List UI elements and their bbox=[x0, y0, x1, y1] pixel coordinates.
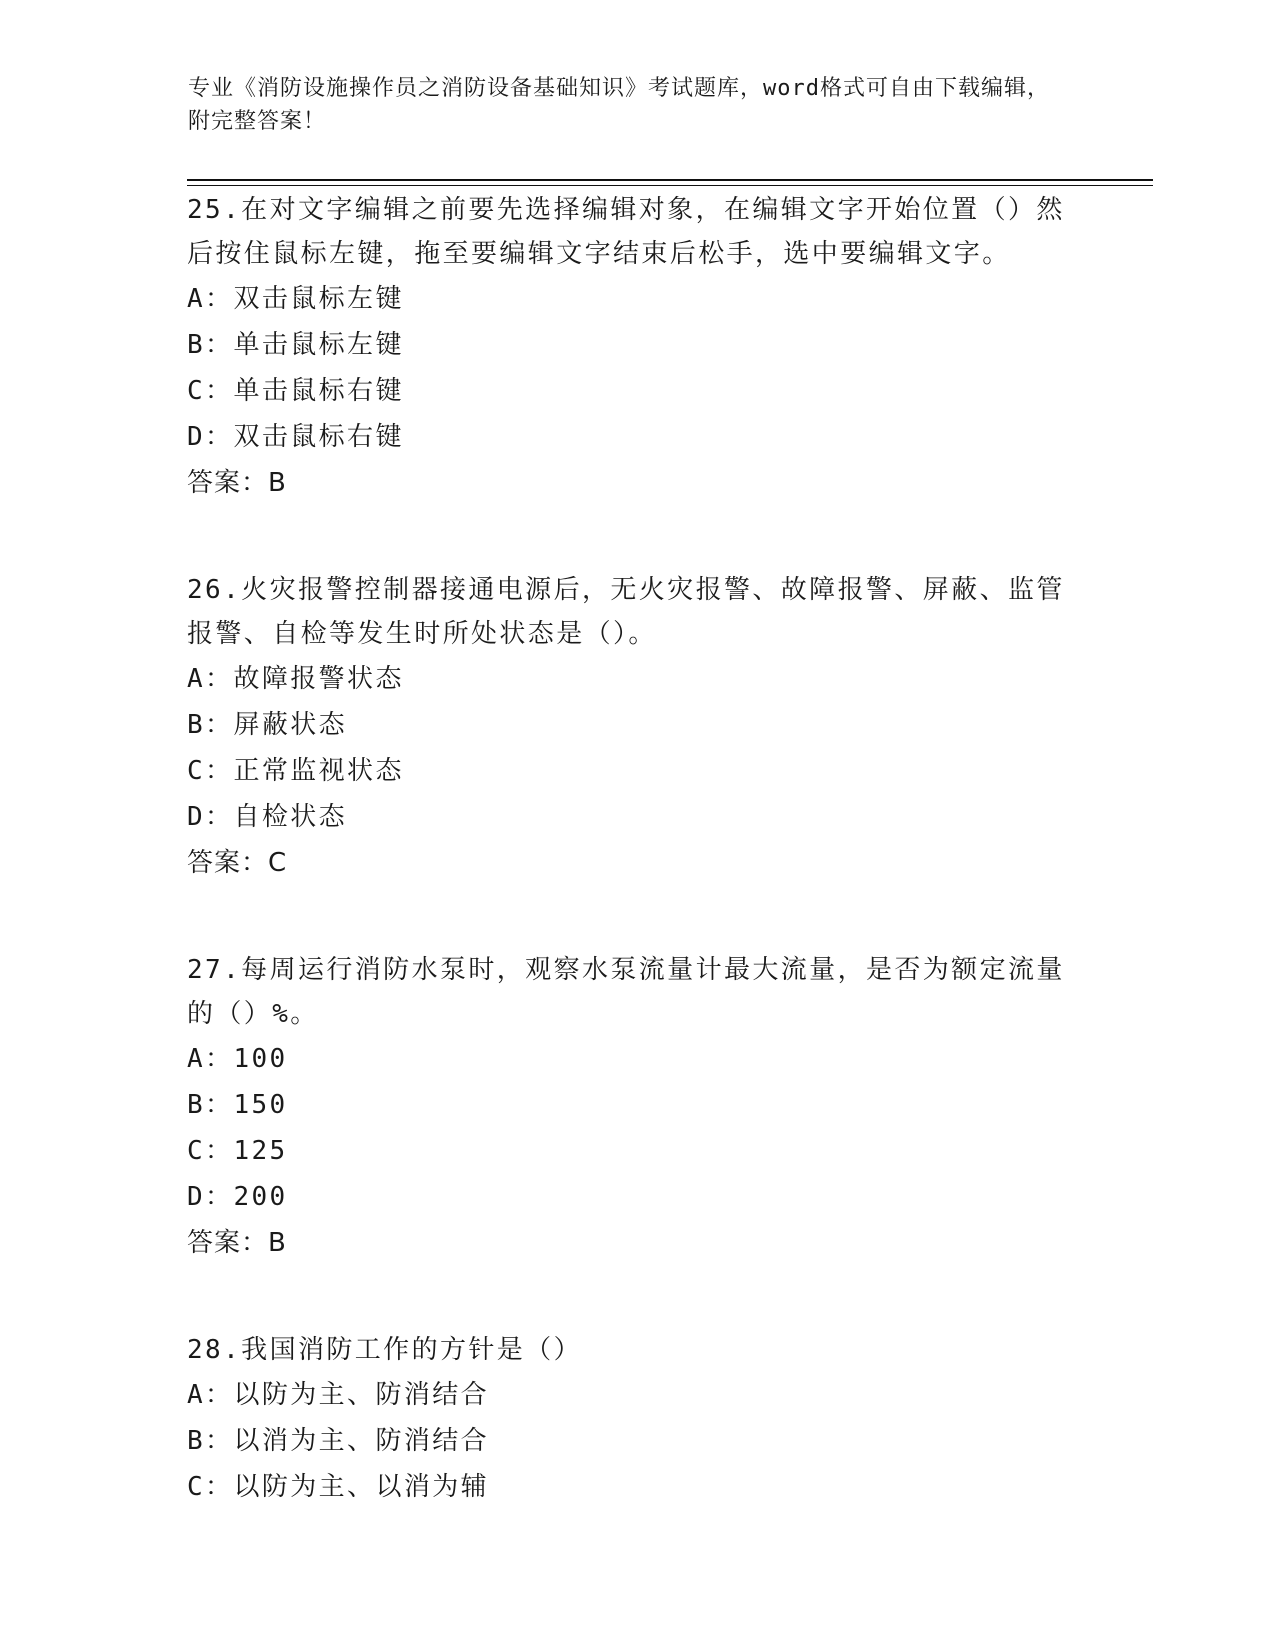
question-stem: 我国消防工作的方针是（） bbox=[241, 1335, 582, 1365]
question-stem: 每周运行消防水泵时，观察水泵流量计最大流量，是否为额定流量的（）%。 bbox=[187, 955, 1065, 1029]
question-text bbox=[187, 1328, 1087, 1372]
option-c: C：正常监视状态 bbox=[187, 756, 404, 786]
option-d: D：自检状态 bbox=[187, 802, 348, 832]
option-b: B：150 bbox=[187, 1090, 288, 1120]
answer: 答案：B bbox=[187, 1228, 287, 1258]
option-c: C：单击鼠标右键 bbox=[187, 376, 404, 406]
document-header: 专业《消防设施操作员之消防设备基础知识》考试题库，word格式可自由下载编辑，附完整答案！ bbox=[188, 76, 1050, 134]
option-a: A：以防为主、防消结合 bbox=[187, 1380, 490, 1410]
option-c: C：125 bbox=[187, 1136, 288, 1166]
answer: 答案：C bbox=[187, 848, 288, 878]
question-number: 27. bbox=[187, 955, 242, 985]
header-divider-thin bbox=[187, 185, 1153, 186]
question-text bbox=[187, 568, 1087, 656]
question-spacer bbox=[187, 886, 1087, 948]
question-27 bbox=[187, 948, 1087, 1266]
option-b: B：屏蔽状态 bbox=[187, 710, 348, 740]
option-d: D：双击鼠标右键 bbox=[187, 422, 404, 452]
question-28 bbox=[187, 1328, 1087, 1510]
answer: 答案：B bbox=[187, 468, 287, 498]
header-divider-thick bbox=[187, 179, 1153, 181]
question-spacer bbox=[187, 1266, 1087, 1328]
question-spacer bbox=[187, 506, 1087, 568]
option-c: C：以防为主、以消为辅 bbox=[187, 1472, 490, 1502]
question-list bbox=[187, 188, 1087, 1510]
question-stem: 火灾报警控制器接通电源后，无火灾报警、故障报警、屏蔽、监管报警、自检等发生时所处状态是（）。 bbox=[187, 575, 1065, 649]
option-a: A：故障报警状态 bbox=[187, 664, 404, 694]
option-a: A：100 bbox=[187, 1044, 288, 1074]
question-number: 28. bbox=[187, 1335, 242, 1365]
question-number: 25. bbox=[187, 195, 242, 225]
option-b: B：以消为主、防消结合 bbox=[187, 1426, 490, 1456]
question-number: 26. bbox=[187, 575, 242, 605]
question-text bbox=[187, 188, 1087, 276]
question-25 bbox=[187, 188, 1087, 506]
question-stem: 在对文字编辑之前要先选择编辑对象，在编辑文字开始位置（）然后按住鼠标左键，拖至要编辑文字结束后松手，选中要编辑文字。 bbox=[187, 195, 1065, 269]
option-a: A：双击鼠标左键 bbox=[187, 284, 404, 314]
question-text bbox=[187, 948, 1087, 1036]
option-d: D：200 bbox=[187, 1182, 288, 1212]
option-b: B：单击鼠标左键 bbox=[187, 330, 404, 360]
question-26 bbox=[187, 568, 1087, 886]
